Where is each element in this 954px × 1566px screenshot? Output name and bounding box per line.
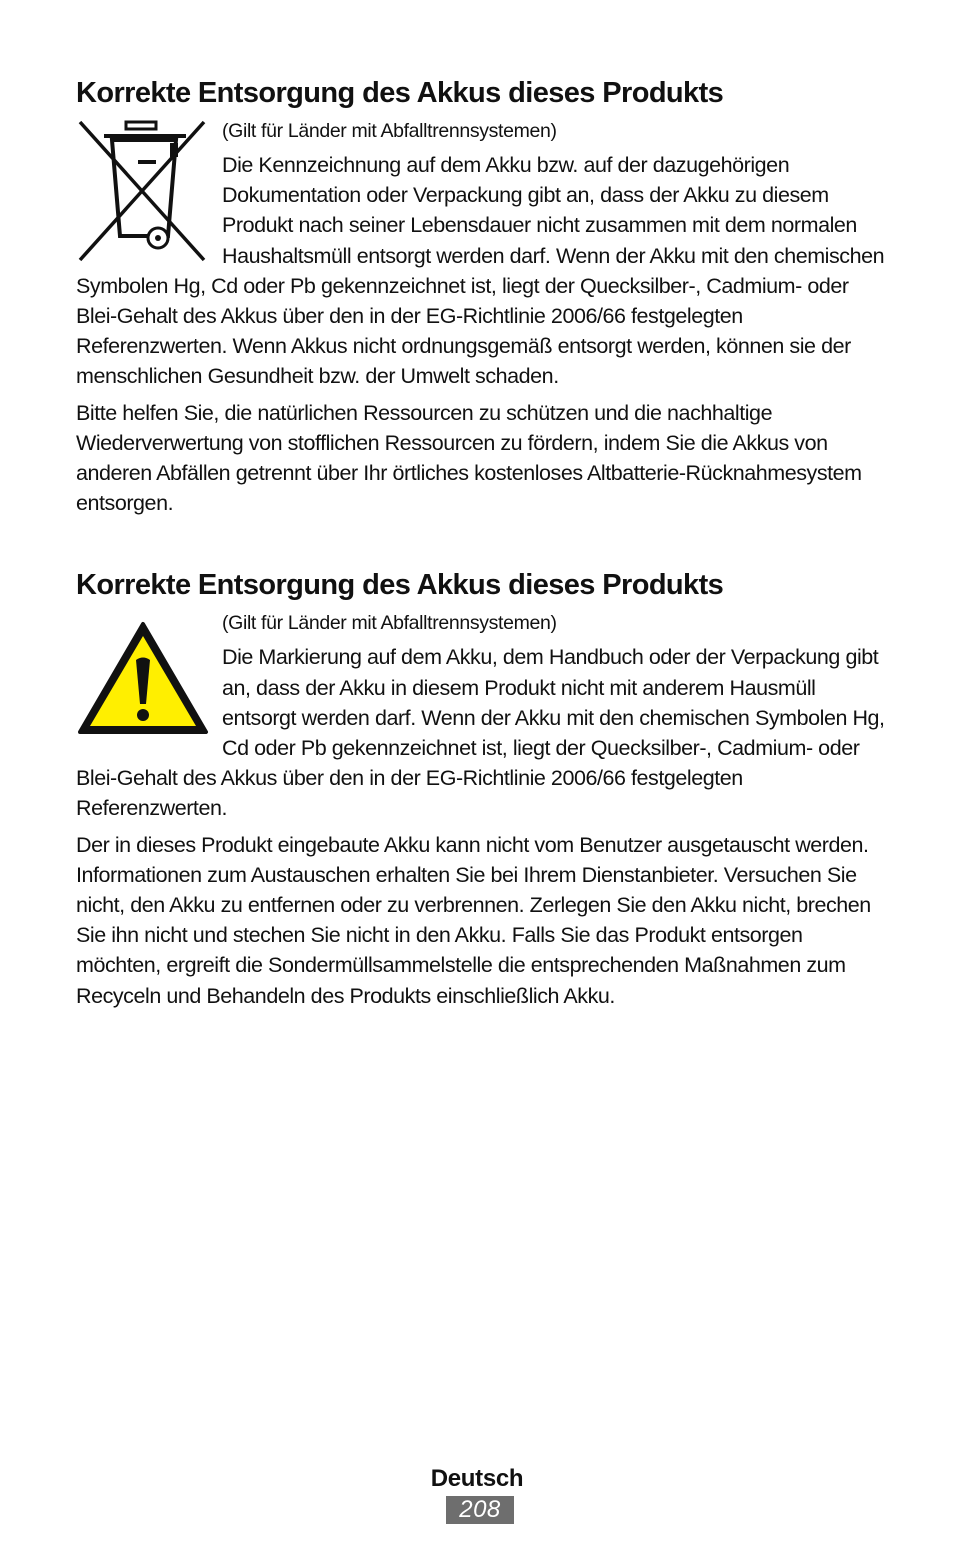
battery-disposal-section-weee: [76, 76, 886, 522]
non-removable-battery-info: Der in dieses Produkt eingebaute Akku kann nicht vom Benutzer ausgetauscht werden. Informationen zum Austauschen erhalten Sie bei Ihrem Dienstanbieter. Versuchen Sie nicht, den Akku zu entfernen oder zu verbrennen. Zerlegen Sie den Akku nicht, brechen Sie ihn nicht und stechen Sie nicht in den Akku. Falls Sie das Produkt entsorgen möchten, ergreift die Sondermüllsammelstelle die entsprechenden Maßnahmen zum Recyceln und Behandeln des Produkts einschließlich Akku.: [76, 832, 871, 1008]
page-footer: [0, 1464, 954, 1524]
battery-disposal-section-builtin: [76, 568, 886, 1014]
section-heading: Korrekte Entsorgung des Akkus dieses Produkts: [76, 569, 724, 602]
document-page: [76, 76, 886, 1015]
applicability-note: (Gilt für Länder mit Abfalltrennsystemen): [222, 612, 557, 635]
footer-language: Deutsch: [430, 1465, 524, 1492]
crossed-out-bin-icon: [76, 118, 208, 264]
applicability-note: (Gilt für Länder mit Abfalltrennsystemen): [222, 120, 557, 142]
page-number: 208: [446, 1496, 514, 1524]
disposal-description: Die Kennzeichnung auf dem Akku bzw. auf der dazugehörigen Dokumentation oder Verpackung gibt an, dass der Akku zu diesem Produkt nach seiner Lebensdauer nicht zusammen mit dem normalen Haushaltsmüll entsorgt werden darf. Wenn der Akku mit den chemischen Symbolen Hg, Cd oder Pb gekennzeichnet ist, liegt der Quecksilber-, Cadmium- oder Blei-Gehalt des Akkus über den in der EG-Richtlinie 2006/66 festgelegten Referenzwerten. Wenn Akkus nicht ordnungsgemäß entsorgt werden, können sie der menschlichen Gesundheit bzw. der Umwelt schaden.: [76, 153, 885, 389]
recycling-request: Bitte helfen Sie, die natürlichen Ressourcen zu schützen und die nachhaltige Wiederverwertung von stofflichen Ressourcen zu fördern, indem Sie die Akkus von anderen Abfällen getrennt über Ihr örtliches kostenloses Altbatterie-Rücknahmesystem entsorgen.: [76, 400, 862, 516]
warning-triangle-icon: [76, 620, 208, 744]
disposal-description: Die Markierung auf dem Akku, dem Handbuch oder der Verpackung gibt an, dass der Akku in diesem Produkt nicht mit anderem Hausmüll entsorgt werden darf. Wenn der Akku mit den chemischen Symbolen Hg, Cd oder Pb gekennzeichnet ist, liegt der Quecksilber-, Cadmium- oder Blei-Gehalt des Akkus über den in der EG-Richtlinie 2006/66 festgelegten Referenzwerten.: [76, 645, 885, 821]
section-heading: Korrekte Entsorgung des Akkus dieses Produkts: [76, 77, 724, 109]
